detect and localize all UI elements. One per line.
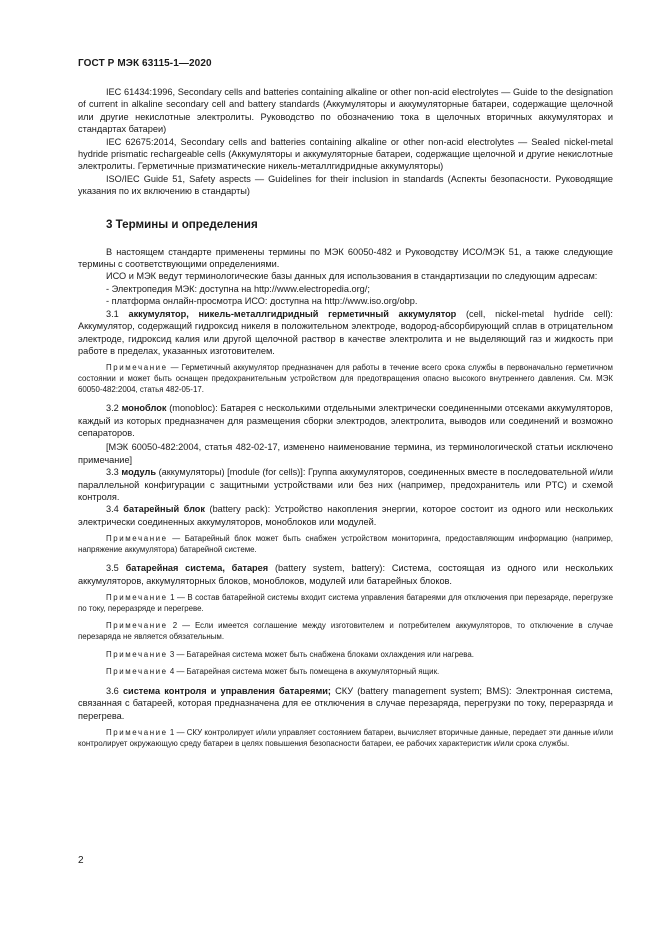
note-label: Примечание: [106, 363, 168, 373]
term-name: модуль: [121, 467, 156, 478]
note-label: Примечание: [106, 649, 168, 659]
page-content: [78, 86, 613, 756]
intro-paragraph: В настоящем стандарте применены термины по МЭК 60050-482 и Руководству ИСО/МЭК 51, а также следующие термины с соответствующими определениями.: [78, 246, 613, 270]
term-3-1: [78, 308, 613, 358]
term-3-3: [78, 466, 613, 503]
note-text: 2 — Если имеется соглашение между изготовителем и потребителем аккумуляторов, то отключение в случае перезаряда не является обязательным.: [78, 621, 613, 641]
reference-item: IEC 62675:2014, Secondary cells and batteries containing alkaline or other non-acid electrolytes — Sealed nickel-metal hydride prismatic rechargeable cells (Аккумуляторы и аккумуляторные батареи, содержащие щелочной и другие некислотные электролиты. Герметичные призматические никель-металлгидридные аккумуляторы): [78, 136, 613, 172]
term-definition: СКУ (battery management system; BMS): Электронная система, связанная с батареей, которая предназначена для ее отключения в случае перезаряда, перегрузки по току, переразряда и перегрева.: [78, 685, 613, 721]
intro-paragraph: ИСО и МЭК ведут терминологические базы данных для использования в стандартизации по следующим адресам:: [106, 271, 598, 282]
term-name: моноблок: [121, 403, 167, 414]
note-label: Примечание: [106, 593, 168, 603]
note: [78, 593, 613, 614]
term-definition: (battery system, battery): Система, состоящая из одного или нескольких аккумуляторов, аккумуляторных блоков, моноблоков, модулей или батарейных блоков.: [78, 563, 614, 586]
term-number: 3.1: [106, 308, 119, 319]
term-definition: (battery pack): Устройство накопления энергии, которое состоит из одного или нескольких электрически соединенных аккумуляторов, моноблоков или модулей.: [78, 504, 613, 527]
term-name: батарейная система, батарея: [125, 563, 269, 574]
reference-item: IEC 61434:1996, Secondary cells and batteries containing alkaline or other non-acid electrolytes — Guide to the designation of current in alkaline secondary cell and battery standards (Аккумуляторы и аккумуляторные батареи, содержащие щелочной или другие некислотные электролиты. Руководство по обозначению тока в щелочных вторичных аккумуляторах и стандартах батареи): [78, 87, 613, 135]
note-text: 1 — СКУ контролирует и/или управляет состоянием батареи, вычисляет вторичные данные, передает эти данные и/или контролирует окружающую среду батареи в целях повышения безопасности батареи, ее рабочих характеристик и/или срока службы.: [78, 727, 613, 748]
term-name: батарейный блок: [123, 504, 205, 515]
term-3-6: [78, 685, 613, 722]
note-label: Примечание: [106, 534, 168, 544]
term-definition: (аккумуляторы) [module (for cells)]: Группа аккумуляторов, соединенных вместе в последовательной и/или параллельной конфигурации с защитными устройствами или без них (например, предохранитель или PTC) и схемой контроля.: [78, 467, 613, 502]
page-number: 2: [78, 855, 84, 866]
note: [78, 667, 613, 678]
note: [78, 621, 613, 642]
note-text: — Герметичный аккумулятор предназначен для работы в течение всего срока службы в первоначально герметичном состоянии и может быть оснащен предохранительным устройством для предотвращения опасно высокого внутреннего давления. См. МЭК 60050-482:2004, статья 482-05-17.: [78, 363, 613, 394]
note-label: Примечание: [106, 727, 168, 737]
reference-item: ISO/IEC Guide 51, Safety aspects — Guidelines for their inclusion in standards (Аспекты безопасности. Руководящие указания по их включению в стандарты): [78, 173, 613, 197]
normative-references: [78, 86, 613, 198]
note: [78, 363, 613, 395]
term-definition: (monobloc): Батарея с несколькими отдельными электрически соединенными отсеками аккумуляторов, каждый из которых предназначен для размещения сборки электродов, электролита, выводов или соединений и возможно сепараторов.: [78, 403, 613, 438]
term-source: [МЭК 60050-482:2004, статья 482-02-17, изменено наименование термина, из терминологической статьи исключено примечание]: [78, 442, 613, 465]
note: [78, 534, 613, 555]
term-number: 3.3: [106, 467, 119, 478]
address-item: - платформа онлайн-просмотра ИСО: доступна на http://www.iso.org/obp.: [106, 296, 418, 307]
term-name: аккумулятор, никель-металлгидридный герметичный аккумулятор: [128, 308, 457, 319]
term-3-4: [78, 503, 613, 528]
document-header: ГОСТ Р МЭК 63115-1—2020: [78, 58, 212, 69]
term-number: 3.5: [106, 563, 119, 574]
term-definition: (cell, nickel-metal hydride cell): Аккумулятор, содержащий гидроксид никеля в положительном электроде, водород-абсорбирующий сплав в отрицательном электроде, гидроксид калия или другой щелочной раствор в качестве электролита и не выделяющий газ и жидкость при работе в пределах, указанных изготовителем.: [78, 308, 613, 356]
note-text: 4 — Батарейная система может быть помещена в аккумуляторный ящик.: [167, 667, 440, 677]
address-item: - Электропедия МЭК: доступна на http://www.electropedia.org/;: [106, 283, 370, 294]
note-text: — Батарейный блок может быть снабжен устройством мониторинга, предоставляющим информацию (например, напряжение аккумулятора) батарейной системе.: [78, 534, 613, 554]
term-number: 3.4: [106, 504, 119, 515]
note-text: 1 — В состав батарейной системы входит система управления батареями для отключения при перезаряде, перегрузке по току, переразряде и перегреве.: [78, 593, 613, 613]
term-number: 3.2: [106, 403, 119, 414]
section-title: 3 Термины и определения: [106, 217, 258, 231]
note: [78, 728, 613, 749]
note-text: 3 — Батарейная система может быть снабжена блоками охлаждения или нагрева.: [167, 649, 474, 659]
term-3-5: [78, 562, 613, 587]
term-number: 3.6: [106, 685, 119, 696]
note: [78, 650, 613, 661]
term-3-2: [78, 402, 613, 439]
note-label: Примечание: [106, 621, 168, 631]
note-label: Примечание: [106, 667, 168, 677]
term-name: система контроля и управления батареями;: [122, 685, 331, 696]
